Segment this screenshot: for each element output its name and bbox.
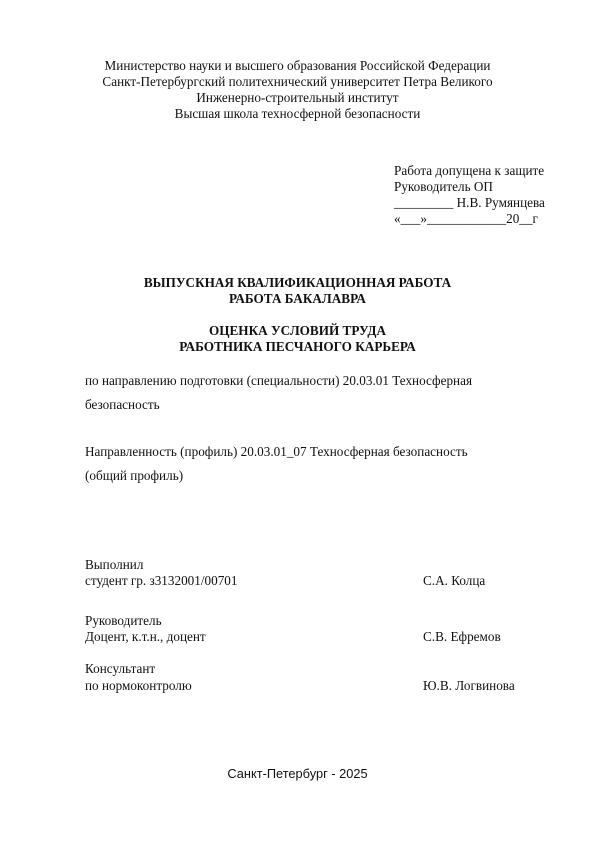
approval-admitted: Работа допущена к защите <box>394 163 545 178</box>
profile-line1: Направленность (профиль) 20.03.01_07 Техносферная безопасность <box>85 444 468 459</box>
direction-line2: безопасность <box>85 397 160 412</box>
direction-line1: по направлению подготовки (специальности) 20.03.01 Техносферная <box>85 373 473 388</box>
consultant-name: Ю.В. Логвинова <box>423 678 515 693</box>
ministry-line: Министерство науки и высшего образования Российской Федерации <box>104 58 491 73</box>
author-role: Выполнил <box>85 557 144 572</box>
approval-date: «___»____________20__г <box>394 211 538 226</box>
profile-line2: (общий профиль) <box>85 468 184 483</box>
approval-signature: _________ Н.В. Румянцева <box>394 195 545 210</box>
topic-title-line1: ОЦЕНКА УСЛОВИЙ ТРУДА <box>209 323 386 338</box>
school-line: Высшая школа техносферной безопасности <box>174 106 421 121</box>
supervisor-name: С.В. Ефремов <box>423 629 501 644</box>
institute-line: Инженерно-строительный институт <box>196 90 399 105</box>
author-name: С.А. Колца <box>423 573 486 588</box>
approval-head: Руководитель ОП <box>394 179 493 194</box>
work-type-subtitle: РАБОТА БАКАЛАВРА <box>229 291 366 306</box>
work-type-title: ВЫПУСКНАЯ КВАЛИФИКАЦИОННАЯ РАБОТА <box>143 275 452 290</box>
supervisor-role: Руководитель <box>85 613 162 628</box>
supervisor-position: Доцент, к.т.н., доцент <box>85 629 206 644</box>
author-position: студент гр. з3132001/00701 <box>85 573 238 588</box>
consultant-role: Консультант <box>85 661 156 676</box>
city-year: Санкт-Петербург - 2025 <box>227 766 368 781</box>
topic-title-line2: РАБОТНИКА ПЕСЧАНОГО КАРЬЕРА <box>179 339 416 354</box>
university-line: Санкт-Петербургский политехнический университет Петра Великого <box>102 74 493 89</box>
consultant-position: по нормоконтролю <box>85 678 192 693</box>
